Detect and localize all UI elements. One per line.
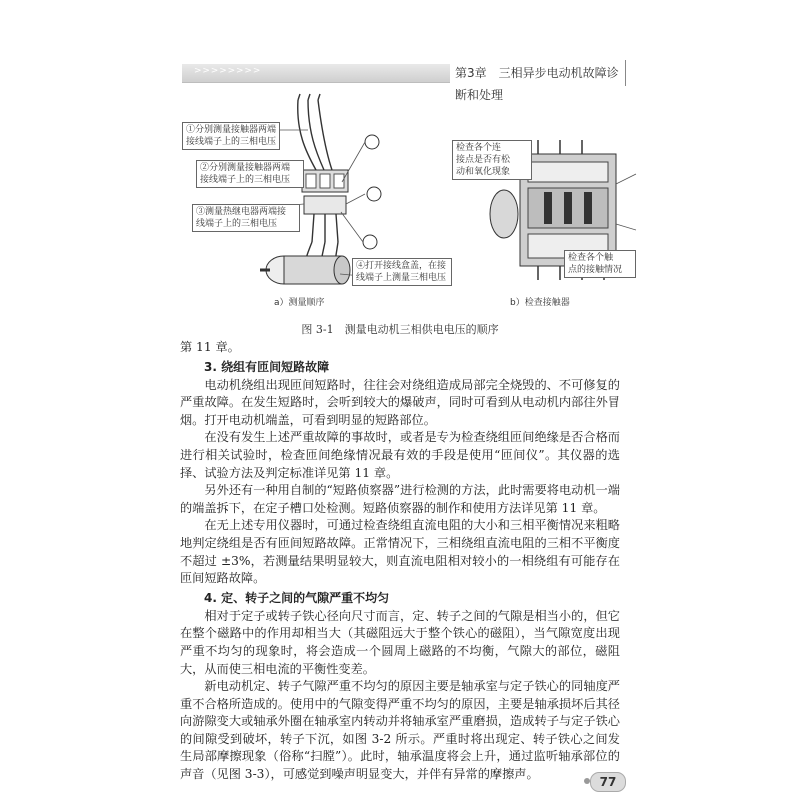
callout-connections: 检查各个连 接点是否有松 动和氧化现象: [452, 140, 532, 180]
figure-3-1: [176, 92, 646, 312]
callout-step-3: ③测量热继电器两端接 线端子上的三相电压: [192, 204, 300, 232]
intro-line: 第 11 章。: [180, 340, 240, 354]
callout-step-4: ④打开接线盒盖，在接 线端子上测量三相电压: [352, 258, 452, 286]
paragraph: 另外还有一种用自制的“短路侦察器”进行检测的方法，此时需要将电动机一端的端盖拆下，在定子槽口处检测。短路侦察器的制作和使用方法详见第 11 章。: [180, 483, 620, 515]
paragraph: 在无上述专用仪器时，可通过检查绕组直流电阻的大小和三相平衡情况来粗略地判定绕组是否有匝间短路故障。正常情况下，三相绕组直流电阻的三相不平衡度不超过 ±3%，若测量结果明显较大，则直流电阻相对较小的一相绕组有可能存在匝间短路故障。: [180, 518, 620, 586]
section-heading-3: 3. 绕组有匝间短路故障: [204, 359, 330, 374]
callout-contacts: 检查各个触 点的接触情况: [564, 250, 636, 278]
paragraph: 新电动机定、转子气隙严重不均匀的原因主要是轴承室与定子铁心的同轴度严重不合格所造成的。使用中的气隙变得严重不均匀的原因，主要是轴承损坏后其径向游隙变大或轴承外圈在轴承室内转动并将轴承室严重磨损，造成转子与定子铁心的间隙受到破坏，转子下沉，如图 3-2 所示。严重时将出现定、转子铁心之间发生局部摩擦现象（俗称“扫膛”）。此时，轴承温度将会上升，通过监听轴承部位的声音（见图 3-3），可感觉到噪声明显变大，并伴有异常的摩擦声。: [180, 679, 620, 782]
subcaption-a: a）测量顺序: [274, 298, 325, 308]
body-text: [180, 339, 620, 784]
subcaption-b: b）检查接触器: [510, 298, 570, 308]
section-heading-4: 4. 定、转子之间的气隙严重不均匀: [204, 590, 390, 605]
header-arrows: > > > > > > > >: [194, 66, 260, 76]
page-number: 77: [590, 772, 626, 792]
paragraph: 相对于定子或转子铁心径向尺寸而言，定、转子之间的气隙是相当小的，但它在整个磁路中的作用却相当大（其磁阻远大于整个铁心的磁阻），当气隙宽度出现严重不均匀的现象时，将会造成一个圆周上磁路的不均衡，气隙大的部位，磁阻大，从而使三相电流的平衡性变差。: [180, 608, 620, 676]
callout-step-1: ①分别测量接触器两端 接线端子上的三相电压: [182, 122, 280, 150]
header-rule: [625, 60, 626, 86]
figure-caption: 图 3-1 测量电动机三相供电电压的顺序: [301, 323, 499, 336]
paragraph: 在没有发生上述严重故障的事故时，或者是专为检查绕组匝间绝缘是否合格而进行相关试验时，检查匝间绝缘情况最有效的手段是使用“匝间仪”。其仪器的选择、试验方法及判定标准详见第 11 章。: [180, 430, 620, 480]
callout-step-2: ②分别测量接触器两端 接线端子上的三相电压: [196, 160, 304, 188]
paragraph: 电动机绕组出现匝间短路时，往往会对绕组造成局部完全烧毁的、不可修复的严重故障。在发生短路时，会听到较大的爆破声，同时可看到从电动机内部往外冒烟。打开电动机端盖，可看到明显的短路部位。: [180, 377, 620, 427]
chapter-title: 第3章 三相异步电动机故障诊断和处理: [450, 62, 625, 84]
